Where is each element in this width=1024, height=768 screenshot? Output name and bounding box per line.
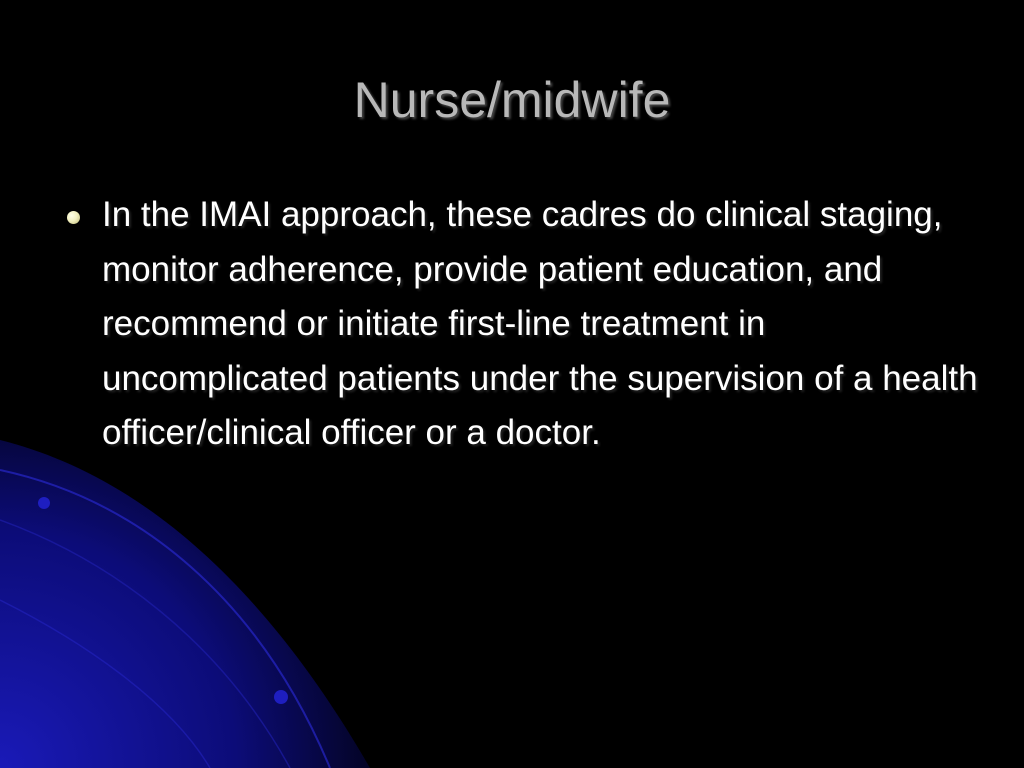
bullet-list — [60, 188, 980, 461]
background-dot — [274, 690, 288, 704]
background-swoosh — [0, 440, 370, 768]
slide-title: Nurse/midwife — [353, 72, 671, 128]
bullet-dot-icon — [67, 211, 80, 224]
bullet-text: In the IMAI approach, these cadres do clinical staging, monitor adherence, provide patient education, and recommend or initiate first-line treatment in uncomplicated patients under the supervision of a health officer/clinical officer or a doctor. — [102, 195, 978, 452]
bullet-item — [60, 188, 980, 461]
background-dot — [38, 497, 50, 509]
